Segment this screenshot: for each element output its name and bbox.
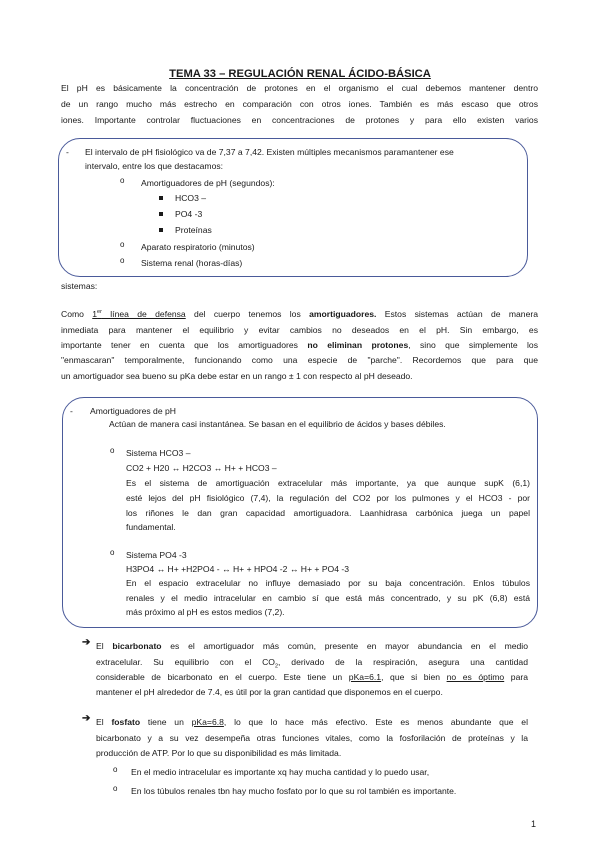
- box1-sub-1: HCO3 –: [175, 193, 207, 203]
- phosphate-line-2: renales y el medio intracelular en cambio sí que está más concentrado, y su pK (6,8) está: [126, 593, 530, 603]
- circle-bullet-icon: o: [120, 176, 125, 185]
- box2-heading: Amortiguadores de pH: [90, 406, 176, 416]
- phosphate-line-1: En el espacio extracelular no influye demasiado por su baja concentración. Enlos túbulos: [126, 578, 530, 588]
- bicarbonate-line-4: fundamental.: [126, 522, 176, 532]
- box2-desc: Actúan de manera casi instantánea. Se basan en el equilibrio de ácidos y bases débiles.: [109, 419, 446, 429]
- phosphate-bullet-2: En los túbulos renales tbn hay mucho fosfato por lo que su rol también es importante.: [131, 786, 457, 796]
- bicarbonate-para-line-3: considerable de bicarbonato en el cuerpo. Este tiene un pKa=6.1, que si bien no es óptimo para: [96, 672, 528, 682]
- square-bullet-icon: [159, 212, 163, 216]
- bicarbonate-line-3: los riñones le dan gran capacidad amortiguadora. Laanhidrasa carbónica juega un papel: [126, 508, 530, 518]
- page-number: 1: [530, 819, 536, 829]
- box1-item-3: Sistema renal (horas-días): [141, 258, 243, 268]
- phosphate-para-line-1: El fosfato tiene un pKa=6.8, lo que lo hace más efectivo. Este es menos abundante que el: [96, 717, 528, 727]
- bicarbonate-para-line-1: El bicarbonato es el amortiguador más común, presente en mayor abundancia en el medio: [96, 641, 528, 651]
- bicarbonate-equation: CO2 + H20 ↔ H2CO3 ↔ H+ + HCO3 –: [126, 463, 277, 473]
- box1-item-2: Aparato respiratorio (minutos): [141, 242, 255, 252]
- summary-box-ph-range: [58, 138, 528, 277]
- bicarbonate-line-1: Es el sistema de amortiguación extracelular más importante, ya que aunque supK (6,1): [126, 478, 530, 488]
- bicarbonate-para-line-4: mantener el pH alrededor de 7.4, es útil por la gran cantidad que disponemos en el cuerpo.: [96, 687, 443, 697]
- circle-bullet-icon: o: [110, 548, 115, 557]
- intro-line-2: de un rango mucho más estrecho en comparación con otros iones. También es más escaso que otros: [61, 99, 538, 109]
- para2-line-2: inmediata para mantener el equilibrio y evitar cambios no deseados en el pH. Sin embargo, es: [61, 325, 538, 335]
- phosphate-system-title: Sistema PO4 -3: [126, 550, 187, 560]
- square-bullet-icon: [159, 196, 163, 200]
- bicarbonate-para-line-2: extracelular. Su equilibrio con el $CO_2$, derivado de la respiración, asegura una cantidad: [96, 657, 528, 670]
- first-line-defense-link: 1er línea de defensa: [92, 309, 186, 319]
- circle-bullet-icon: o: [110, 446, 115, 455]
- page-title: TEMA 33 – REGULACIÓN RENAL ÁCIDO-BÁSICA: [169, 68, 431, 80]
- intro-line-3: iones. Importante controlar fluctuaciones en concentraciones de protones y para ello existen varios: [61, 115, 538, 125]
- para2-line-4: "enmascaran" temporalmente, funcionando como una especie de "parche". Recordemos que para que: [61, 355, 538, 365]
- box1-item-1: Amortiguadores de pH (segundos):: [141, 178, 275, 188]
- box1-line-1: El intervalo de pH fisiológico va de 7,37 a 7,42. Existen múltiples mecanismos paramantener ese: [85, 147, 454, 157]
- square-bullet-icon: [159, 228, 163, 232]
- circle-bullet-icon: o: [113, 784, 118, 793]
- para2-line-3: importante tener en cuenta que los amortiguadores no eliminan protones, sino que simplemente los: [61, 340, 538, 350]
- circle-bullet-icon: o: [113, 765, 118, 774]
- arrow-right-icon: ➔: [82, 637, 91, 648]
- box1-line-2: intervalo, entre los que destacamos:: [85, 161, 224, 171]
- phosphate-equation: H3PO4 ↔ H+ +H2PO4 - ↔ H+ + HPO4 -2 ↔ H+ + PO4 -3: [126, 564, 350, 574]
- phosphate-para-line-3: producción de ATP. Por lo que su disponibilidad es más limitada.: [96, 748, 342, 758]
- circle-bullet-icon: o: [120, 240, 125, 249]
- para2-line-5: un amortiguador sea bueno su pKa debe estar en un rango ± 1 con respecto al pH deseado.: [61, 371, 413, 381]
- bicarbonate-line-2: esté lejos del pH fisiológico (7,4), la regulación del CO2 por los pulmones y el HCO3 - por: [126, 493, 530, 503]
- bicarbonate-system-title: Sistema HCO3 –: [126, 448, 191, 458]
- phosphate-bullet-1: En el medio intracelular es importante xq hay mucha cantidad y lo puedo usar,: [131, 767, 430, 777]
- circle-bullet-icon: o: [120, 256, 125, 265]
- arrow-right-icon: ➔: [82, 713, 91, 724]
- phosphate-line-3: más próximo al pH es estos medios (7,2).: [126, 607, 285, 617]
- box1-sub-2: PO4 -3: [175, 209, 203, 219]
- box1-dash: -: [66, 147, 69, 157]
- intro-line-1: El pH es básicamente la concentración de protones en el organismo el cual debemos mantener dentro: [61, 83, 538, 93]
- intro-line-4: sistemas:: [61, 281, 98, 291]
- box2-dash: -: [70, 406, 73, 416]
- para2-line-1: Como 1er línea de defensa del cuerpo tenemos los amortiguadores. Estos sistemas actúan de manera: [61, 309, 538, 319]
- box1-sub-3: Proteínas: [175, 225, 212, 235]
- phosphate-para-line-2: bicarbonato y a su vez desempeña otras funciones vitales, como la fosforilación de proteínas y la: [96, 733, 528, 743]
